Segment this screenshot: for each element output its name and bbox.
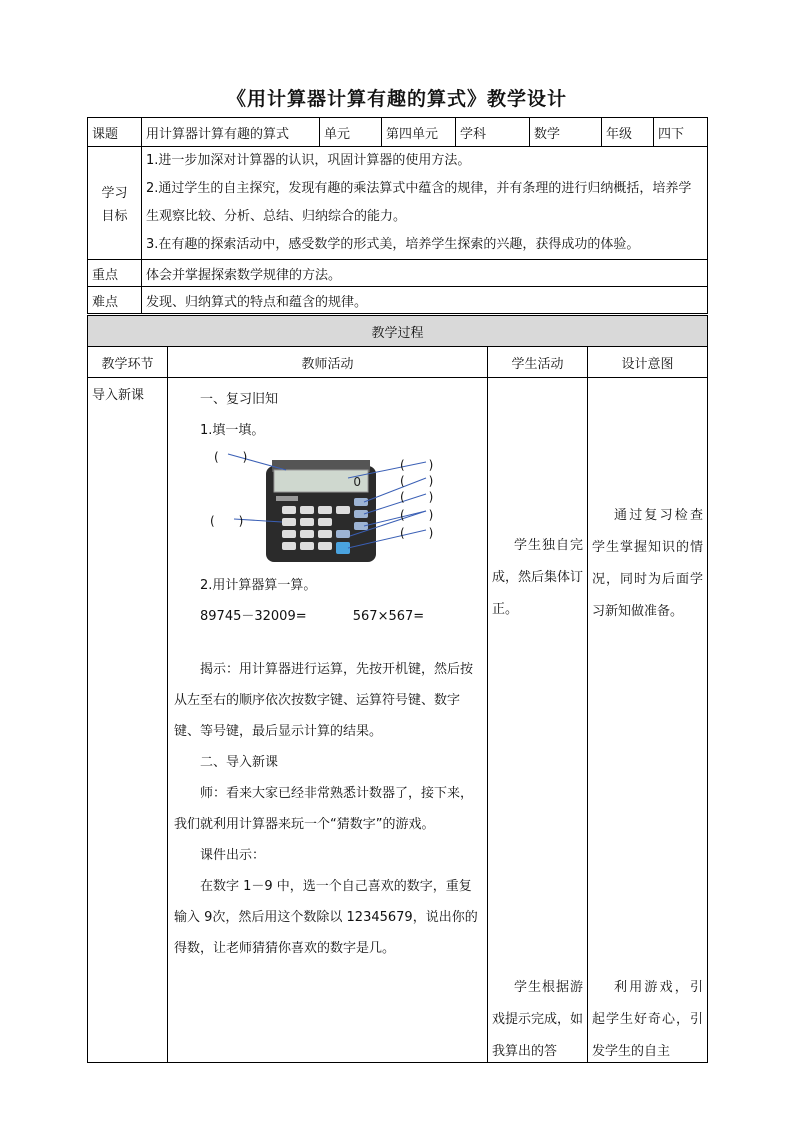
goal-item: 3.在有趣的探索活动中，感受数学的形式美，培养学生探索的兴趣，获得成功的体验。	[146, 237, 640, 252]
spacer	[174, 632, 481, 654]
difficulty-label: 难点	[88, 287, 142, 314]
blank-parenthesis: ( )	[400, 474, 434, 488]
process-header: 教学过程	[88, 316, 708, 347]
teacher-activity-cell	[168, 378, 488, 1063]
col-teacher-header: 教师活动	[168, 347, 488, 378]
expression-1: 89745－32009=	[200, 609, 307, 624]
blank-parenthesis: ( )	[400, 508, 434, 522]
grade-value: 四下	[654, 118, 708, 147]
subject-label: 学科	[456, 118, 530, 147]
col-student-header: 学生活动	[488, 347, 588, 378]
student-activity-2: 学生根据游戏提示完成，如我算出的答	[492, 980, 584, 1059]
teaching-process-table	[87, 315, 708, 1063]
lesson-value: 用计算器计算有趣的算式	[142, 118, 320, 147]
stage-cell	[88, 378, 168, 1063]
document-title: 《用计算器计算有趣的算式》教学设计	[226, 88, 567, 110]
student-activity-2-wrap	[488, 820, 587, 1063]
unit-value: 第四单元	[382, 118, 456, 147]
student-activity-1: 学生独自完成，然后集体订正。	[492, 538, 584, 617]
goal-item: 1.进一步加深对计算器的认识，巩固计算器的使用方法。	[146, 153, 471, 168]
reveal-text: 揭示：用计算器进行运算，先按开机键，然后按从左至右的顺序依次按数字键、运算符号键、数字键、等号键，最后显示计算的结果。	[174, 662, 474, 739]
teacher-talk: 师：看来大家已经非常熟悉计数器了，接下来，我们就利用计算器来玩一个“猜数字”的游戏。	[174, 786, 474, 832]
key-point-label: 重点	[88, 260, 142, 287]
lesson-info-table	[87, 117, 708, 314]
design-intent-cell	[588, 378, 708, 1063]
design-intent-2: 利用游戏，引起学生好奇心，引发学生的自主	[592, 980, 704, 1059]
col-intent-header: 设计意图	[588, 347, 708, 378]
slide-label: 课件出示：	[200, 848, 266, 863]
blank-parenthesis: ( )	[400, 490, 434, 504]
subject-value: 数学	[530, 118, 602, 147]
col-stage-header: 教学环节	[88, 347, 168, 378]
blank-parenthesis: ( )	[210, 514, 244, 528]
blank-parenthesis: ( )	[400, 458, 434, 472]
lesson-label: 课题	[88, 118, 142, 147]
design-intent-2-wrap	[588, 820, 707, 1063]
intro-heading: 二、导入新课	[200, 755, 279, 770]
goals-label-line-2: 目标	[101, 209, 128, 224]
expression-2: 567×567=	[352, 609, 425, 624]
game-instructions: 在数字 1－9 中，选一个自己喜欢的数字，重复输入 9次，然后用这个数除以 12345679，说出你的得数，让老师猜猜你喜欢的数字是几。	[174, 879, 478, 956]
grade-label: 年级	[602, 118, 654, 147]
fill-task: 1.填一填。	[200, 423, 265, 438]
review-heading: 一、复习旧知	[200, 392, 279, 407]
calculator-figure	[174, 448, 481, 566]
blank-parenthesis: ( )	[214, 450, 248, 464]
calc-task: 2.用计算器算一算。	[200, 578, 317, 593]
student-activity-1-wrap	[488, 378, 587, 626]
blank-parenthesis: ( )	[400, 526, 434, 540]
difficulty-value: 发现、归纳算式的特点和蕴含的规律。	[142, 287, 708, 314]
key-point-value: 体会并掌握探索数学规律的方法。	[142, 260, 708, 287]
unit-label: 单元	[320, 118, 382, 147]
goals-label-line-1: 学习	[101, 186, 128, 201]
design-intent-1: 通过复习检查学生掌握知识的情况，同时为后面学习新知做准备。	[592, 508, 704, 619]
goals-cell	[142, 147, 708, 260]
student-activity-cell	[488, 378, 588, 1063]
expression-line	[174, 601, 481, 632]
stage-name: 导入新课	[92, 388, 145, 403]
goals-label	[88, 147, 142, 260]
calculator-display-digit: 0	[353, 475, 361, 489]
design-intent-1-wrap	[588, 378, 707, 629]
goal-item: 2.通过学生的自主探究，发现有趣的乘法算式中蕴含的规律，并有条理的进行归纳概括，培养学生观察比较、分析、总结、归纳综合的能力。	[146, 181, 692, 224]
